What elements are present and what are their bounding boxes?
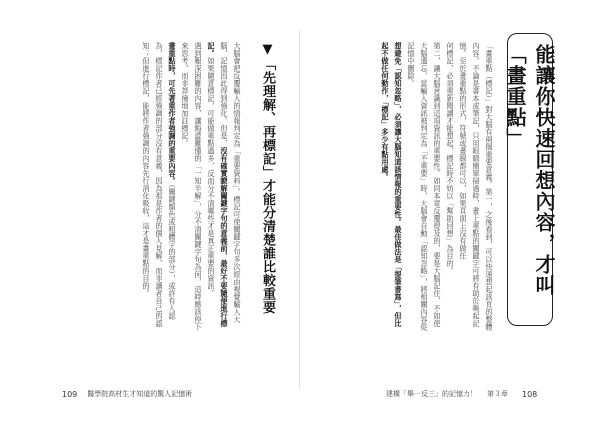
chapter-section-title-box <box>503 33 556 326</box>
right-footer-chapter: 第３章 <box>487 390 508 398</box>
section-title: 能讓你快速回想內容，才叫「畫重點」 <box>503 44 556 296</box>
left-heading-text: 「先理解、再標記」才能分清楚誰比較重要 <box>260 57 275 314</box>
right-paragraph-4-emphasis: 想避免「認知忽略」，必須讓大腦知道該情報的重要性。最佳做法是「提筆書寫」，但比起不做任何動作，「標記」多少有點用處。 <box>381 42 403 328</box>
left-paragraph-1 <box>205 42 244 332</box>
left-footer-book-title: 醫學院高材生才知道的驚人記憶術 <box>87 390 193 398</box>
left-page-number: 109 <box>62 389 78 399</box>
page-gutter <box>299 30 300 390</box>
left-paragraph-1-tail: 如果隨意標記，可能做重點過多，反而分不清哪些才是真正重要的資訊。 <box>207 57 216 297</box>
left-footer <box>62 389 192 399</box>
left-paragraph-1-emphasis: 沒有確實瞭解關鍵字句的意義前，最好不要隨便進行標記。 <box>207 42 229 327</box>
right-page-body <box>318 42 496 332</box>
right-footer <box>386 389 537 399</box>
left-paragraph-3-emphasis: 畫重點時，可先著重作者強調的重要內容。 <box>168 42 177 185</box>
right-footer-running-head: 建構「舉一反三」的記憶力！ <box>386 390 477 398</box>
right-paragraph-2: 何標記，必須重新閱讀才能想起，標記時不妨以「幫助回想」為目的。 <box>446 42 455 275</box>
right-paragraph-3: 第二，讓大腦意識到這項資訊的重要性。如同本章反覆提及的，要是大腦記住，不如使大腦遺忘，當輸入資訊被判定為「不重要」時，大腦會自動「認知忽略」，將相關內容從記憶中刪除。 <box>407 42 442 331</box>
heading-marker-icon: ▼ <box>260 42 275 58</box>
right-page-number: 108 <box>522 389 538 399</box>
left-paragraph-3 <box>140 42 179 332</box>
left-paragraph-1-text: 大腦會把反覆輸入的情報判定為「重要資料」。標記可使關鍵字句多次經由視覺輸入大腦，記憶因此得到強化。但是， <box>220 42 242 324</box>
left-paragraph-3-text: （關鍵顏色或粗體字的部分），或許有人認為，標記作者已經強調的部分沒有意義，因為那是作者的個人見解，而非讀者自己的認知；但進行標記，能將作者強調的內容先行消化吸收，這才是畫重點的目的。 <box>142 42 177 327</box>
left-paragraph-2: 遇到艱深困難的內容，讓晦澀難懂的「一知半解」，分不清關鍵字句為何，這時應該停下來思考，而非莽撞地加註標記。 <box>181 42 203 331</box>
left-page-body <box>58 42 244 332</box>
right-paragraph-1: 「畫重點（標記）」對大腦有兩個重要意義。第一，之後看到，可以快速想起該頁的整體內容。不論是書本或筆記，只用眼睛簡單掃過時，畫上重點的關鍵字可將有助於喚起記憶。至於畫重點的形式，符號或畫線都可以，如果頁面上沒有做任 <box>459 42 494 331</box>
left-heading <box>258 42 277 342</box>
